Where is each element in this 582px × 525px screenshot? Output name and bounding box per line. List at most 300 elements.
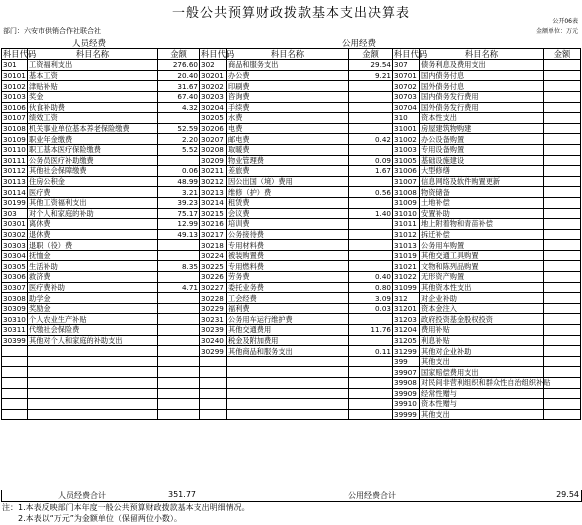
personnel-code: 30112 xyxy=(3,166,26,176)
personnel-code xyxy=(2,378,28,389)
public-b-code: 31204 xyxy=(393,325,420,336)
public-b-name: 土地补偿 xyxy=(420,197,544,208)
personnel-total-amount: 351.77 xyxy=(168,490,196,499)
public-a-code: 30208 xyxy=(200,144,227,155)
public-a-amount xyxy=(349,176,393,187)
table-row xyxy=(2,197,581,208)
public-b-code: 31006 xyxy=(393,166,420,177)
personnel-name xyxy=(28,409,158,420)
public-b-code: 31299 xyxy=(393,346,420,357)
public-b-amount xyxy=(544,250,581,261)
personnel-amount: 3.21 xyxy=(158,187,200,198)
personnel-name: 代缴社会保险费 xyxy=(28,325,158,336)
personnel-total-label: 人员经费合计 xyxy=(58,491,106,500)
public-a-amount xyxy=(349,81,393,92)
public-a-code: 30204 xyxy=(200,102,227,113)
page-title: 一般公共预算财政拨款基本支出决算表 xyxy=(171,6,410,21)
public-b-code: 31010 xyxy=(393,208,420,219)
table-row xyxy=(2,70,581,81)
personnel-amount: 31.67 xyxy=(158,81,200,92)
public-b-name: 物资储备 xyxy=(420,187,544,198)
public-a-amount: 0.42 xyxy=(349,134,393,145)
personnel-code: 303 xyxy=(2,208,28,219)
public-b-name: 国外债务发行费用 xyxy=(420,102,544,113)
personnel-name: 助学金 xyxy=(28,293,158,304)
public-a-name: 手续费 xyxy=(227,102,349,113)
table-row xyxy=(2,261,581,272)
personnel-code: 30301 xyxy=(3,219,26,229)
header-amount-2: 金额 xyxy=(349,49,393,60)
public-a-name: 工会经费 xyxy=(227,293,349,304)
public-a-amount xyxy=(349,367,393,378)
table-row xyxy=(2,335,581,346)
public-b-amount xyxy=(544,187,581,198)
public-b-amount xyxy=(544,102,581,113)
public-b-name: 债务利息及费用支出 xyxy=(420,60,544,71)
personnel-name: 职业年金缴费 xyxy=(28,134,158,145)
table-row xyxy=(2,144,581,155)
public-b-amount xyxy=(544,240,581,251)
public-b-amount xyxy=(544,303,581,314)
header-name-2: 科目名称 xyxy=(227,49,349,60)
public-a-name: 印刷费 xyxy=(227,81,349,92)
personnel-name: 工资福利支出 xyxy=(28,60,158,71)
public-b-name: 国内债务付息 xyxy=(420,70,544,81)
personnel-name: 基本工资 xyxy=(28,70,158,81)
personnel-code: 30306 xyxy=(3,272,26,282)
public-b-code: 31022 xyxy=(393,272,420,283)
public-a-code: 30215 xyxy=(200,208,227,219)
public-a-code: 30205 xyxy=(200,113,227,124)
public-a-amount xyxy=(349,197,393,208)
public-b-name: 专用设备购置 xyxy=(420,144,544,155)
public-b-code: 31002 xyxy=(393,134,420,145)
public-a-code xyxy=(200,356,227,367)
personnel-code: 30302 xyxy=(3,229,26,239)
public-a-code: 30216 xyxy=(200,219,227,230)
table-row xyxy=(2,187,581,198)
personnel-name xyxy=(28,356,158,367)
public-b-code: 31005 xyxy=(393,155,420,166)
public-a-code xyxy=(200,409,227,420)
public-a-code: 30299 xyxy=(200,346,227,357)
public-a-name: 公务用车运行维护费 xyxy=(227,314,349,325)
expenditure-table xyxy=(1,48,581,420)
public-b-code: 31099 xyxy=(393,282,420,293)
public-a-name: 因公出国（境）费用 xyxy=(227,176,349,187)
public-a-code: 30211 xyxy=(200,166,227,177)
public-b-code: 31003 xyxy=(393,144,420,155)
header-name-3: 科目名称 xyxy=(420,49,544,60)
public-a-code: 30228 xyxy=(200,293,227,304)
personnel-amount: 276.60 xyxy=(158,60,200,71)
public-b-amount xyxy=(544,60,581,71)
notes xyxy=(2,502,250,524)
personnel-name: 机关事业单位基本养老保险缴费 xyxy=(28,123,158,134)
table-row xyxy=(2,240,581,251)
personnel-code: 301 xyxy=(2,60,28,71)
note-2: 2.本表以“万元”为金额单位（保留两位小数）。 xyxy=(2,514,182,523)
public-b-name: 其他支出 xyxy=(420,356,544,367)
public-b-amount xyxy=(544,399,581,410)
personnel-code xyxy=(2,346,28,357)
public-b-amount xyxy=(544,409,581,420)
public-a-amount: 0.09 xyxy=(349,155,393,166)
public-a-amount: 0.03 xyxy=(349,303,393,314)
public-a-name: 维修（护）费 xyxy=(227,187,349,198)
personnel-name: 其他对个人和家庭的补助支出 xyxy=(28,335,158,346)
public-a-code: 30213 xyxy=(200,187,227,198)
public-a-code: 30201 xyxy=(200,70,227,81)
table-row xyxy=(2,409,581,420)
personnel-amount: 12.99 xyxy=(158,219,200,230)
public-a-amount xyxy=(349,144,393,155)
public-a-code: 30240 xyxy=(200,335,227,346)
public-b-amount xyxy=(544,229,581,240)
public-b-amount xyxy=(544,176,581,187)
personnel-code: 30108 xyxy=(3,124,26,134)
personnel-name: 退职（役）费 xyxy=(28,240,158,251)
table-row xyxy=(2,346,581,357)
personnel-code: 30111 xyxy=(3,155,26,165)
public-b-amount xyxy=(544,282,581,293)
public-a-amount xyxy=(349,219,393,230)
public-a-code: 30231 xyxy=(200,314,227,325)
personnel-amount xyxy=(158,272,200,283)
personnel-code: 30304 xyxy=(3,251,26,261)
public-a-amount xyxy=(349,102,393,113)
public-a-amount xyxy=(349,409,393,420)
public-b-name: 基础设施建设 xyxy=(420,155,544,166)
public-a-code: 30218 xyxy=(200,240,227,251)
personnel-name: 奖励金 xyxy=(28,303,158,314)
personnel-name xyxy=(28,367,158,378)
personnel-amount xyxy=(158,399,200,410)
public-a-code: 302 xyxy=(200,60,227,71)
personnel-amount: 4.71 xyxy=(158,282,200,293)
personnel-name: 职工基本医疗保险缴费 xyxy=(28,144,158,155)
public-a-name: 办公费 xyxy=(227,70,349,81)
table-row xyxy=(2,123,581,134)
personnel-name: 抚恤金 xyxy=(28,250,158,261)
personnel-code: 30106 xyxy=(3,102,26,112)
public-b-code: 31007 xyxy=(393,176,420,187)
public-a-code: 30209 xyxy=(200,155,227,166)
personnel-code: 30399 xyxy=(3,335,26,345)
public-a-code: 30227 xyxy=(200,282,227,293)
public-a-code: 30217 xyxy=(200,229,227,240)
personnel-name: 生活补助 xyxy=(28,261,158,272)
public-b-name: 对企业补助 xyxy=(420,293,544,304)
public-b-code: 312 xyxy=(393,293,420,304)
personnel-amount xyxy=(158,409,200,420)
public-a-code: 30226 xyxy=(200,272,227,283)
personnel-code: 30303 xyxy=(3,240,26,250)
personnel-amount xyxy=(158,367,200,378)
public-a-code: 30239 xyxy=(200,325,227,336)
public-b-code: 39909 xyxy=(393,388,420,399)
personnel-amount xyxy=(158,388,200,399)
public-b-name: 国家赔偿费用支出 xyxy=(420,367,544,378)
personnel-amount xyxy=(158,356,200,367)
public-a-amount xyxy=(349,123,393,134)
public-b-amount xyxy=(544,144,581,155)
public-a-code: 30214 xyxy=(200,197,227,208)
personnel-amount: 49.13 xyxy=(158,229,200,240)
personnel-name xyxy=(28,388,158,399)
personnel-amount: 52.59 xyxy=(158,123,200,134)
public-b-name: 国外债务付息 xyxy=(420,81,544,92)
public-a-amount xyxy=(349,240,393,251)
public-b-amount xyxy=(544,134,581,145)
personnel-amount xyxy=(158,378,200,389)
personnel-name: 其他社会保障缴费 xyxy=(28,166,158,177)
table-row xyxy=(2,113,581,124)
personnel-code xyxy=(2,356,28,367)
public-a-amount: 1.67 xyxy=(349,166,393,177)
table-row xyxy=(2,367,581,378)
personnel-name xyxy=(28,346,158,357)
public-b-amount xyxy=(544,197,581,208)
personnel-code: 30308 xyxy=(3,293,26,303)
public-a-code: 30212 xyxy=(200,176,227,187)
public-b-amount xyxy=(544,91,581,102)
header-name-1: 科目名称 xyxy=(28,49,158,60)
public-b-code: 31203 xyxy=(393,314,420,325)
public-a-name xyxy=(227,409,349,420)
personnel-code: 30310 xyxy=(3,314,26,324)
public-b-code: 39908 xyxy=(393,378,420,389)
public-b-name: 其他对企业补助 xyxy=(420,346,544,357)
public-a-name: 租赁费 xyxy=(227,197,349,208)
table-row xyxy=(2,102,581,113)
section-public-header: 公用经费 xyxy=(342,39,377,49)
table-row xyxy=(2,91,581,102)
personnel-code xyxy=(2,399,28,410)
public-b-name: 文物和陈列品购置 xyxy=(420,261,544,272)
table-row xyxy=(2,293,581,304)
public-a-amount: 3.09 xyxy=(349,293,393,304)
public-b-amount xyxy=(544,81,581,92)
personnel-name: 住房公积金 xyxy=(28,176,158,187)
personnel-amount xyxy=(158,335,200,346)
public-a-amount xyxy=(349,378,393,389)
personnel-name xyxy=(28,399,158,410)
personnel-name: 其他工资福利支出 xyxy=(28,197,158,208)
totals-row xyxy=(1,490,582,502)
department-label: 部门：六安市供销合作社联合社 xyxy=(3,27,101,35)
public-a-code: 30224 xyxy=(200,250,227,261)
public-a-name xyxy=(227,388,349,399)
public-a-amount xyxy=(349,335,393,346)
public-b-amount xyxy=(544,314,581,325)
public-b-name: 办公设备购置 xyxy=(420,134,544,145)
table-row xyxy=(2,303,581,314)
public-a-code: 30203 xyxy=(200,91,227,102)
public-b-name: 其他交通工具购置 xyxy=(420,250,544,261)
personnel-code: 30114 xyxy=(3,187,26,197)
table-row xyxy=(2,325,581,336)
public-b-amount xyxy=(544,367,581,378)
personnel-name xyxy=(28,378,158,389)
public-b-code: 307 xyxy=(393,60,420,71)
public-a-name: 培训费 xyxy=(227,219,349,230)
public-a-amount xyxy=(349,91,393,102)
public-a-amount xyxy=(349,229,393,240)
public-b-code: 31001 xyxy=(393,123,420,134)
table-row xyxy=(2,356,581,367)
personnel-code xyxy=(2,409,28,420)
public-a-name xyxy=(227,399,349,410)
personnel-code: 30109 xyxy=(3,134,26,144)
public-a-name: 会议费 xyxy=(227,208,349,219)
public-b-name: 地上附着物和青苗补偿 xyxy=(420,219,544,230)
section-personnel-header: 人员经费 xyxy=(72,39,107,49)
public-b-name: 大型修缮 xyxy=(420,166,544,177)
personnel-code: 30199 xyxy=(3,198,26,208)
table-row xyxy=(2,219,581,230)
public-b-name: 经常性赠与 xyxy=(420,388,544,399)
public-a-name xyxy=(227,378,349,389)
note-1: 注：1.本表反映部门本年度一般公共预算财政拨款基本支出明细情况。 xyxy=(2,503,250,512)
public-b-amount xyxy=(544,155,581,166)
personnel-code: 30305 xyxy=(3,261,26,271)
public-b-code: 30703 xyxy=(393,91,420,102)
personnel-amount: 2.20 xyxy=(158,134,200,145)
public-b-name: 利息补贴 xyxy=(420,335,544,346)
public-a-name: 差旅费 xyxy=(227,166,349,177)
public-b-name: 其他资本性支出 xyxy=(420,282,544,293)
public-b-code: 31013 xyxy=(393,240,420,251)
public-b-code: 31021 xyxy=(393,261,420,272)
public-b-name: 公务用车购置 xyxy=(420,240,544,251)
public-b-name: 对民间非营利组织和群众性自治组织补贴 xyxy=(421,378,551,388)
public-a-code xyxy=(200,388,227,399)
table-row xyxy=(2,229,581,240)
public-b-amount xyxy=(544,272,581,283)
personnel-amount: 48.99 xyxy=(158,176,200,187)
personnel-code: 30113 xyxy=(3,177,26,187)
personnel-code: 30101 xyxy=(3,71,26,81)
public-b-amount xyxy=(544,70,581,81)
public-b-code: 310 xyxy=(393,113,420,124)
public-b-code: 31012 xyxy=(393,229,420,240)
public-a-amount xyxy=(349,261,393,272)
personnel-name: 离休费 xyxy=(28,219,158,230)
public-b-name: 其他支出 xyxy=(420,409,544,420)
public-b-code: 39910 xyxy=(393,399,420,410)
public-a-amount xyxy=(349,314,393,325)
header-amount-1: 金额 xyxy=(158,49,200,60)
public-a-name xyxy=(227,367,349,378)
table-row xyxy=(2,176,581,187)
table-body xyxy=(2,49,581,420)
public-b-amount xyxy=(544,388,581,399)
personnel-name: 救济费 xyxy=(28,272,158,283)
public-b-amount xyxy=(544,208,581,219)
personnel-amount xyxy=(158,314,200,325)
public-a-amount: 9.21 xyxy=(349,70,393,81)
form-code: 公开06表 xyxy=(552,18,578,25)
personnel-amount: 75.17 xyxy=(158,208,200,219)
public-b-code: 31008 xyxy=(393,187,420,198)
table-header-row xyxy=(2,49,581,60)
public-b-code: 39907 xyxy=(393,367,420,378)
personnel-code: 30102 xyxy=(3,81,26,91)
table-row xyxy=(2,399,581,410)
public-a-amount xyxy=(349,250,393,261)
personnel-name: 医疗费 xyxy=(28,187,158,198)
header-amount-3: 金额 xyxy=(544,49,581,60)
personnel-amount: 4.32 xyxy=(158,102,200,113)
public-b-amount xyxy=(544,261,581,272)
public-a-amount xyxy=(349,388,393,399)
public-total-label: 公用经费合计 xyxy=(348,491,396,500)
personnel-amount: 8.35 xyxy=(158,261,200,272)
personnel-amount xyxy=(158,250,200,261)
personnel-name: 津贴补贴 xyxy=(28,81,158,92)
personnel-amount xyxy=(158,346,200,357)
public-a-name: 委托业务费 xyxy=(227,282,349,293)
personnel-code: 30107 xyxy=(3,113,26,123)
personnel-code: 30309 xyxy=(3,304,26,314)
public-b-code: 31019 xyxy=(393,250,420,261)
personnel-amount xyxy=(158,293,200,304)
public-a-name: 劳务费 xyxy=(227,272,349,283)
public-b-amount xyxy=(544,325,581,336)
public-b-name: 信息网络及软件购置更新 xyxy=(420,176,544,187)
public-a-name: 取暖费 xyxy=(227,144,349,155)
header-code-3: 科目代码 xyxy=(394,49,428,60)
personnel-amount: 0.06 xyxy=(158,166,200,177)
public-b-code: 31009 xyxy=(393,197,420,208)
public-b-name: 房屋建筑物购建 xyxy=(420,123,544,134)
public-a-amount: 0.80 xyxy=(349,282,393,293)
public-a-name: 税金及附加费用 xyxy=(227,335,349,346)
public-b-amount xyxy=(544,219,581,230)
public-a-name: 被装购置费 xyxy=(227,250,349,261)
personnel-name: 伙食补助费 xyxy=(28,102,158,113)
public-a-name: 物业管理费 xyxy=(227,155,349,166)
public-b-code: 31205 xyxy=(393,335,420,346)
table-row xyxy=(2,282,581,293)
public-b-code: 30701 xyxy=(393,70,420,81)
public-a-amount: 11.76 xyxy=(349,325,393,336)
personnel-amount: 39.23 xyxy=(158,197,200,208)
personnel-amount xyxy=(158,113,200,124)
public-b-code: 30704 xyxy=(393,102,420,113)
public-b-amount xyxy=(544,166,581,177)
table-row xyxy=(2,272,581,283)
personnel-amount: 20.40 xyxy=(158,70,200,81)
public-a-amount xyxy=(349,113,393,124)
personnel-name: 公务员医疗补助缴费 xyxy=(28,155,158,166)
personnel-name: 奖金 xyxy=(28,91,158,102)
public-b-name: 无形资产购置 xyxy=(420,272,544,283)
public-a-code xyxy=(200,399,227,410)
personnel-amount xyxy=(158,325,200,336)
public-b-name: 政府投资基金股权投资 xyxy=(420,314,544,325)
personnel-name: 绩效工资 xyxy=(28,113,158,124)
personnel-name: 医疗费补助 xyxy=(28,282,158,293)
public-b-code: 31011 xyxy=(393,219,420,230)
public-b-code: 31201 xyxy=(393,303,420,314)
personnel-code: 30103 xyxy=(3,92,26,102)
public-a-amount: 0.11 xyxy=(349,346,393,357)
personnel-name: 个人农业生产补贴 xyxy=(28,314,158,325)
public-b-name: 安置补助 xyxy=(420,208,544,219)
public-a-name: 电费 xyxy=(227,123,349,134)
